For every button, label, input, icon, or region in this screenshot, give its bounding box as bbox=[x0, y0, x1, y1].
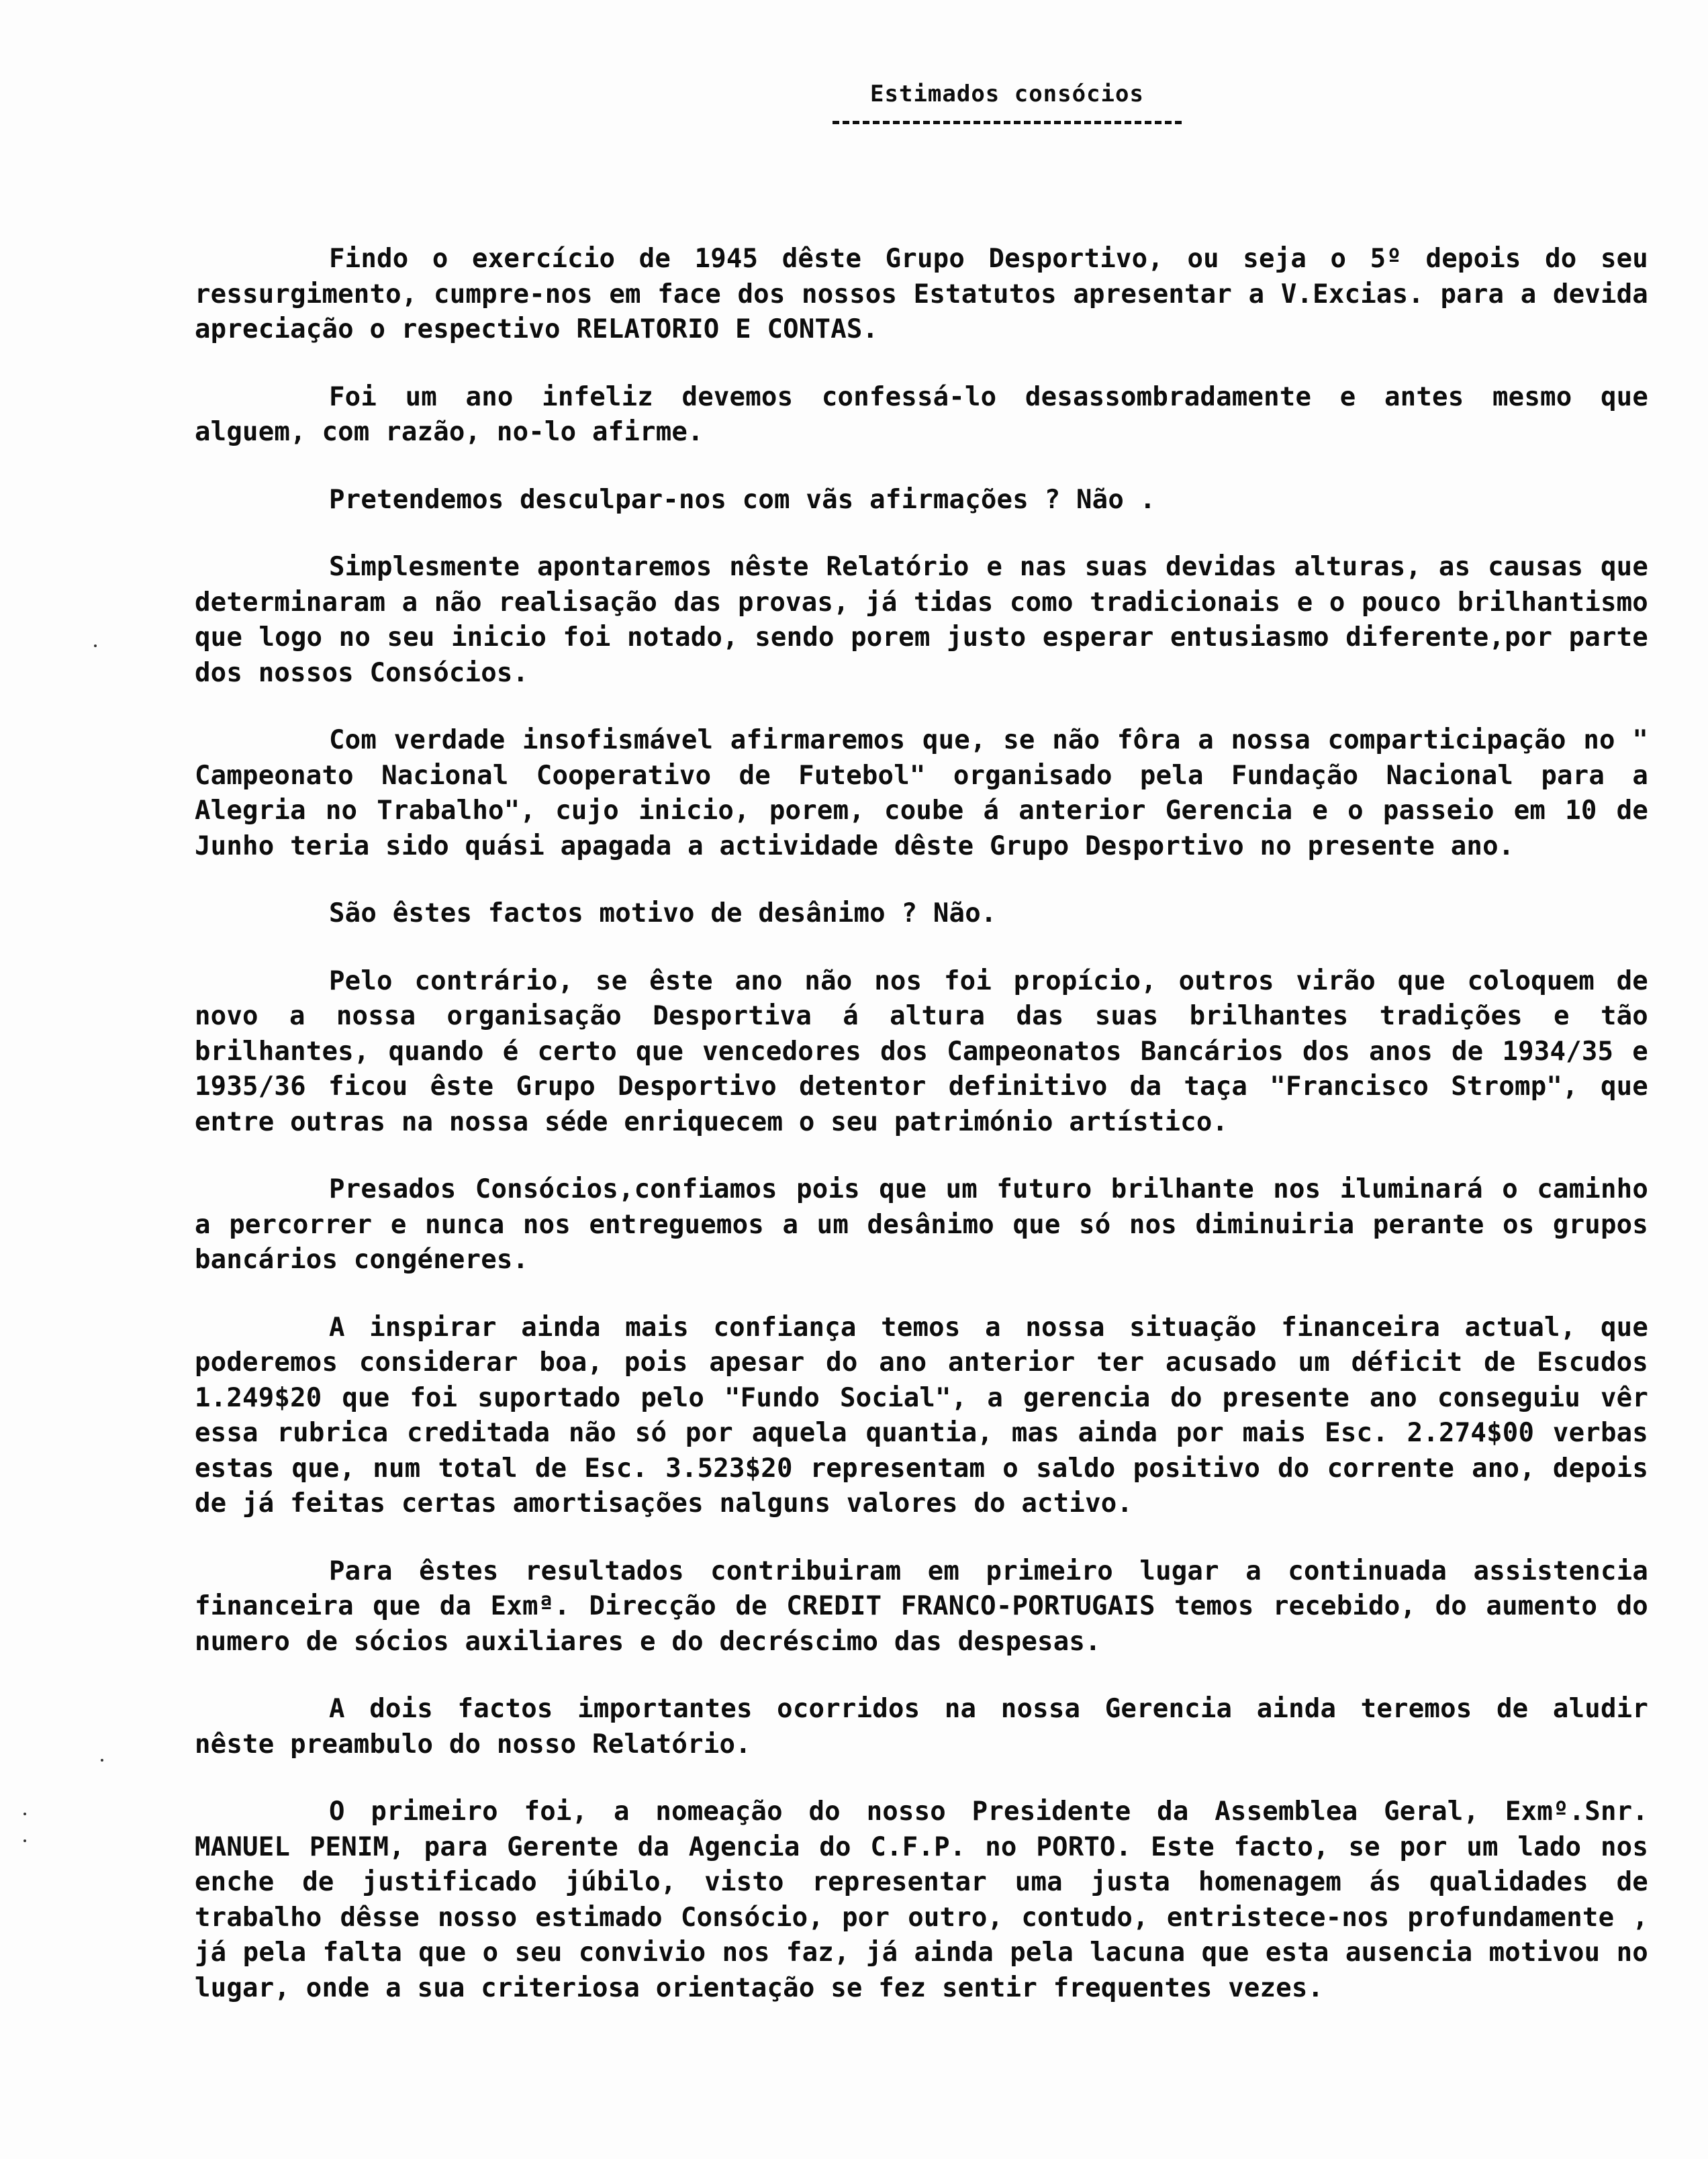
document-title: Estimados consócios bbox=[870, 81, 1144, 107]
paragraph-11: A dois factos importantes ocorridos na nossa Gerencia ainda teremos de aludir nêste preambulo do nosso Relatório. bbox=[195, 1694, 1648, 1760]
paragraph-4: Simplesmente apontaremos nêste Relatório e nas suas devidas alturas, as causas que determinaram a não realisação das provas, já tidas como tradicionais e o pouco brilhantismo que logo no seu inicio foi notado, sendo porem justo esperar entusiasmo diferente,por parte dos nossos Consócios. bbox=[195, 552, 1648, 688]
paragraph-7: Pelo contrário, se êste ano não nos foi propício, outros virão que coloquem de novo a nossa organisação Desportiva á altura das suas brilhantes tradições e tão brilhantes, quando é certo que vencedores dos Campeonatos Bancários dos anos de 1934/35 e 1935/36 ficou êste Grupo Desportivo detentor definitivo da taça "Francisco Stromp", que entre outras na nossa séde enriquecem o seu património artístico. bbox=[195, 965, 1648, 1137]
paragraph-9: A inspirar ainda mais confiança temos a nossa situação financeira actual, que poderemos considerar boa, pois apesar do ano anterior ter acusado um déficit de Escudos 1.249$20 que foi suportado pelo "Fundo Social", a gerencia do presente ano conseguiu vêr essa rubrica creditada não só por aquela quantia, mas ainda por mais Esc. 2.274$00 verbas estas que, num total de Esc. 3.523$20 representam o saldo positivo do corrente ano, depois de já feitas certas amortisações nalguns valores do activo. bbox=[195, 1312, 1648, 1519]
paragraph-10: Para êstes resultados contribuiram em primeiro lugar a continuada assistencia financeira que da Exmª. Direcção de CREDIT FRANCO-PORTUGAIS temos recebido, do aumento do numero de sócios auxiliares e do decréscimo das despesas. bbox=[195, 1555, 1648, 1657]
paragraph-12: O primeiro foi, a nomeação do nosso Presidente da Assemblea Geral, Exmº.Snr. MANUEL PENIM, para Gerente da Agencia do C.F.P. no PORTO. Este facto, se por um lado nos enche de justificado júbilo, visto representar uma justa homenagem ás qualidades de trabalho dêsse nosso estimado Consócio, por outro, contudo, entristece-nos profundamente , já pela falta que o seu convivio nos faz, já ainda pela lacuna que esta ausencia motivou no lugar, onde a sua criteriosa orientação se fez sentir frequentes vezes. bbox=[195, 1796, 1648, 2003]
document-body bbox=[195, 242, 1648, 2038]
paragraph-8: Presados Consócios,confiamos pois que um futuro brilhante nos iluminará o caminho a percorrer e nunca nos entreguemos a um desânimo que só nos diminuiria perante os grupos bancários congéneres. bbox=[195, 1174, 1648, 1275]
paragraph-1: Findo o exercício de 1945 dêste Grupo Desportivo, ou seja o 5º depois do seu ressurgimento, cumpre-nos em face dos nossos Estatutos apresentar a V.Excias. para a devida apreciação o respectivo RELATORIO E CONTAS. bbox=[195, 244, 1648, 344]
paragraph-3: Pretendemos desculpar-nos com vãs afirmações ? Não . bbox=[329, 484, 1156, 515]
title-underline bbox=[833, 121, 1182, 124]
paragraph-5: Com verdade insofismável afirmaremos que, se não fôra a nossa comparticipação no " Campeonato Nacional Cooperativo de Futebol" organisado pela Fundação Nacional para a Alegria no Trabalho", cujo inicio, porem, coube á anterior Gerencia e o passeio em 10 de Junho teria sido quási apagada a actividade dêste Grupo Desportivo no presente ano. bbox=[195, 725, 1648, 861]
scan-speck bbox=[23, 1839, 26, 1842]
paragraph-6: São êstes factos motivo de desânimo ? Não. bbox=[329, 898, 997, 928]
scan-speck bbox=[94, 644, 97, 647]
scan-speck bbox=[23, 1813, 26, 1815]
scan-speck bbox=[101, 1759, 103, 1762]
paragraph-2: Foi um ano infeliz devemos confessá-lo desassombradamente e antes mesmo que alguem, com razão, no-lo afirme. bbox=[195, 381, 1648, 447]
